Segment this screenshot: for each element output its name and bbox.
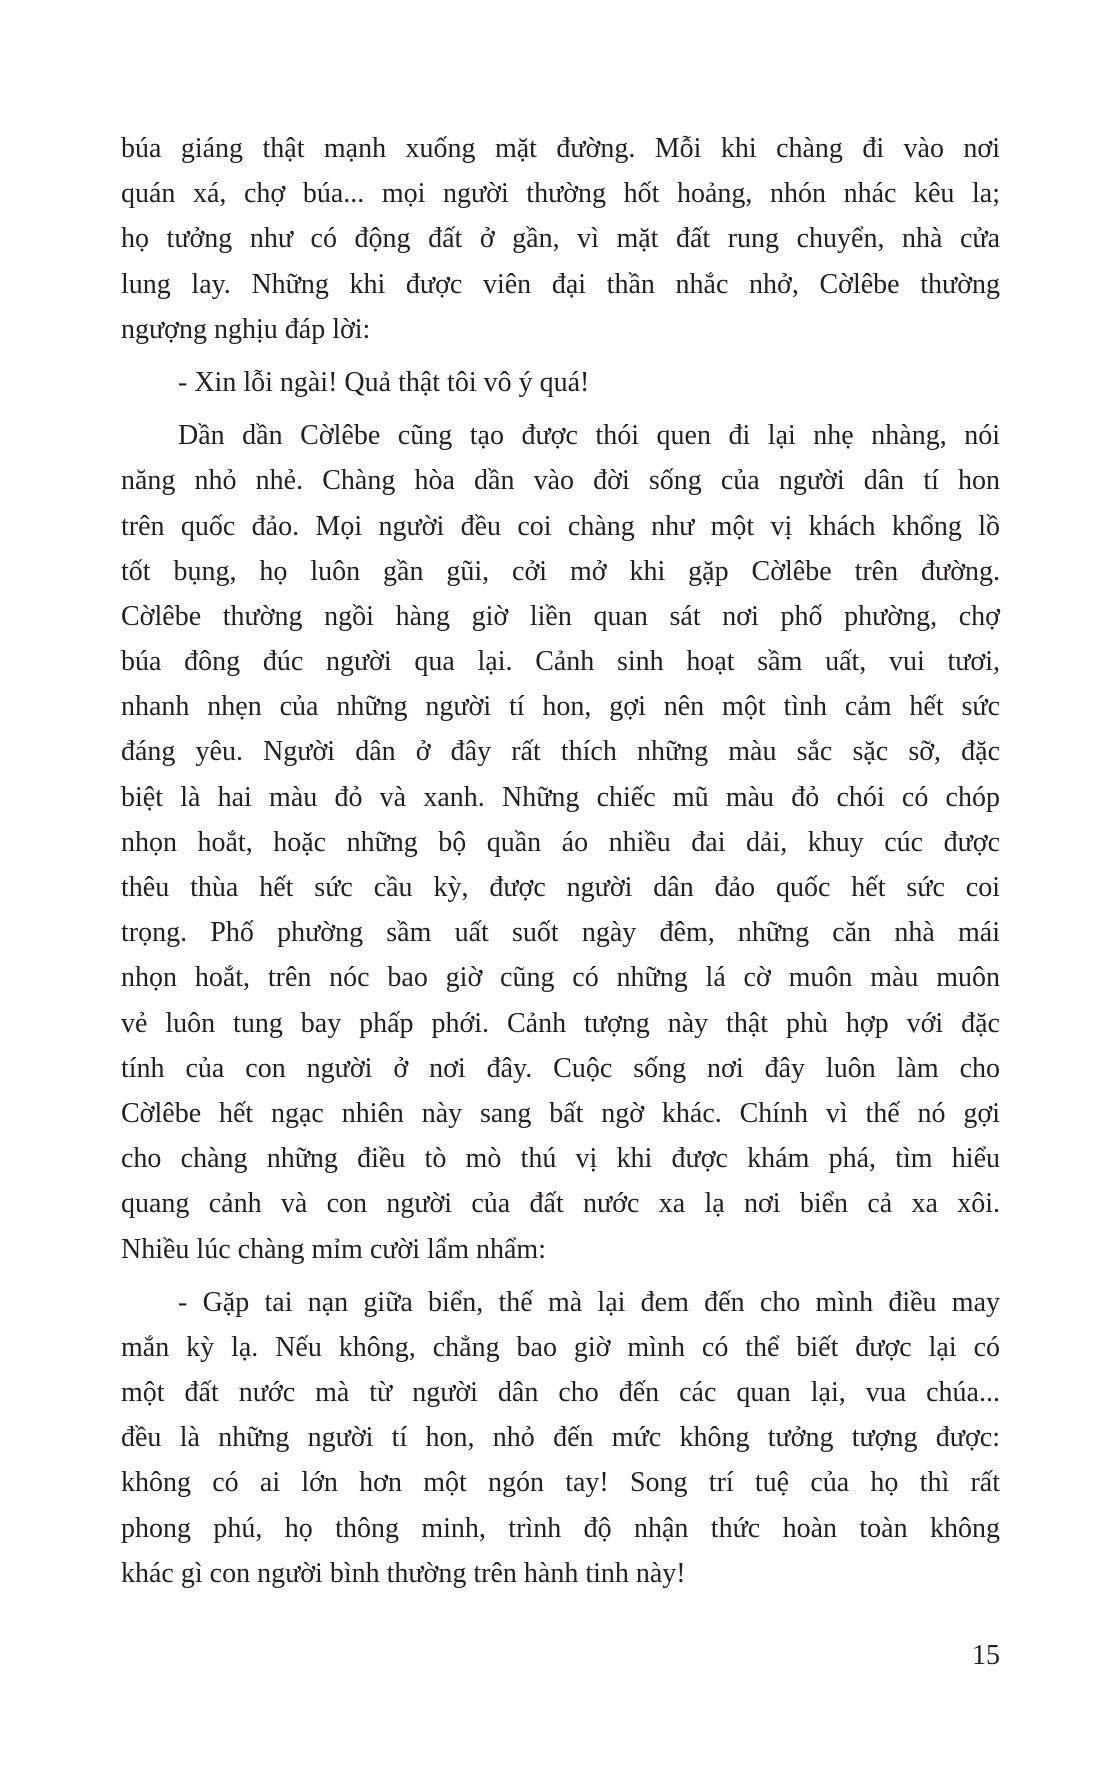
text-line: - Xin lỗi ngài! Quả thật tôi vô ý quá! xyxy=(178,366,590,398)
text-line: vẻ luôn tung bay phấp phới. Cảnh tượng này thật phù hợp với đặc xyxy=(121,1007,1000,1039)
text-line: đáng yêu. Người dân ở đây rất thích những màu sắc sặc sỡ, đặc xyxy=(121,736,1000,768)
text-line: trên quốc đảo. Mọi người đều coi chàng như một vị khách khổng lồ xyxy=(121,510,1000,542)
text-line: nhọn hoắt, hoặc những bộ quần áo nhiều đai dải, khuy cúc được xyxy=(121,826,1000,858)
page-number: 15 xyxy=(972,1640,1000,1671)
paragraph xyxy=(121,126,1000,352)
text-line: quán xá, chợ búa... mọi người thường hốt hoảng, nhón nhác kêu la; xyxy=(121,178,1000,210)
text-line: búa đông đúc người qua lại. Cảnh sinh hoạt sầm uất, vui tươi, xyxy=(121,646,1000,678)
text-line: tính của con người ở nơi đây. Cuộc sống nơi đây luôn làm cho xyxy=(121,1052,1000,1084)
text-line: quang cảnh và con người của đất nước xa lạ nơi biển cả xa xôi. xyxy=(121,1188,1000,1220)
text-line: họ tưởng như có động đất ở gần, vì mặt đất rung chuyển, nhà cửa xyxy=(121,223,1000,255)
text-line: biệt là hai màu đỏ và xanh. Những chiếc mũ màu đỏ chói có chóp xyxy=(121,781,1000,813)
text-line: trọng. Phố phường sầm uất suốt ngày đêm, những căn nhà mái xyxy=(121,917,1000,949)
text-line: tốt bụng, họ luôn gần gũi, cởi mở khi gặp Cờlêbe trên đường. xyxy=(121,555,1000,587)
page-body-text xyxy=(121,126,1000,1604)
text-line: nhọn hoắt, trên nóc bao giờ cũng có những lá cờ muôn màu muôn xyxy=(121,962,1000,994)
text-line: không có ai lớn hơn một ngón tay! Song trí tuệ của họ thì rất xyxy=(121,1467,1000,1499)
text-line: mắn kỳ lạ. Nếu không, chẳng bao giờ mình có thể biết được lại có xyxy=(121,1331,1000,1363)
paragraph xyxy=(121,360,1000,405)
text-line: Cờlêbe thường ngồi hàng giờ liền quan sát nơi phố phường, chợ xyxy=(121,600,1000,632)
text-line: lung lay. Những khi được viên đại thần nhắc nhở, Cờlêbe thường xyxy=(121,268,1000,300)
text-line: ngượng nghịu đáp lời: xyxy=(121,313,371,345)
text-line: cho chàng những điều tò mò thú vị khi được khám phá, tìm hiểu xyxy=(121,1143,1000,1175)
text-line: - Gặp tai nạn giữa biển, thế mà lại đem đến cho mình điều may xyxy=(178,1286,1000,1318)
text-line: nhanh nhẹn của những người tí hon, gợi nên một tình cảm hết sức xyxy=(121,691,1000,723)
paragraph xyxy=(121,413,1000,1272)
text-line: thêu thùa hết sức cầu kỳ, được người dân đảo quốc hết sức coi xyxy=(121,872,1000,903)
text-line: búa giáng thật mạnh xuống mặt đường. Mỗi khi chàng đi vào nơi xyxy=(121,133,1000,164)
text-line: phong phú, họ thông minh, trình độ nhận thức hoàn toàn không xyxy=(121,1512,1000,1544)
paragraph xyxy=(121,1280,1000,1596)
text-line: khác gì con người bình thường trên hành tinh này! xyxy=(121,1557,686,1589)
text-line: năng nhỏ nhẻ. Chàng hòa dần vào đời sống của người dân tí hon xyxy=(121,465,1000,497)
text-line: Cờlêbe hết ngạc nhiên này sang bất ngờ khác. Chính vì thế nó gợi xyxy=(121,1097,1000,1129)
text-line: Dần dần Cờlêbe cũng tạo được thói quen đi lại nhẹ nhàng, nói xyxy=(178,420,1000,452)
text-line: Nhiều lúc chàng mỉm cười lẩm nhẩm: xyxy=(121,1233,546,1265)
text-line: đều là những người tí hon, nhỏ đến mức không tưởng tượng được: xyxy=(121,1422,1000,1454)
text-line: một đất nước mà từ người dân cho đến các quan lại, vua chúa... xyxy=(121,1377,1000,1409)
